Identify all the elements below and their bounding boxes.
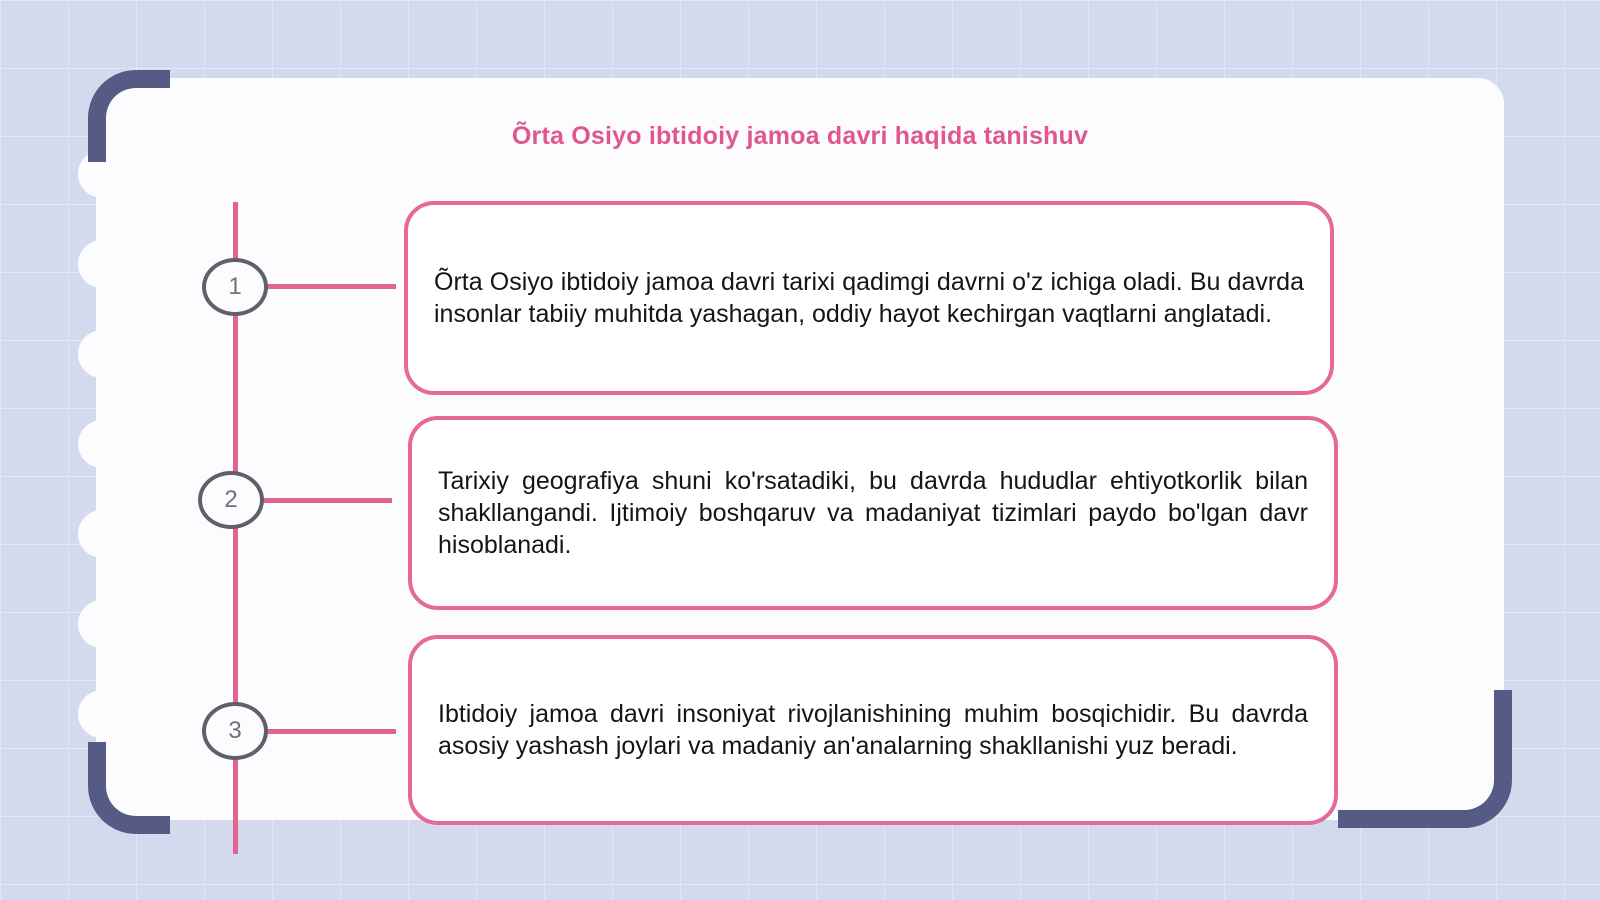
timeline-connector-3: [266, 729, 396, 734]
timeline-card-text-3: Ibtidoiy jamoa davri insoniyat rivojlanishining muhim bosqichidir. Bu davrda asosiy yashash joylari va madaniy an'analarning shakllanishi yuz beradi.: [438, 700, 1308, 760]
corner-bracket-bottom-left: [88, 742, 170, 834]
paper-scallop: [78, 420, 126, 468]
paper-scallop: [78, 330, 126, 378]
timeline-card-text-1: Õrta Osiyo ibtidoiy jamoa davri tarixi qadimgi davrni o'z ichiga oladi. Bu davrda insonlar tabiiy muhitda yashagan, oddiy hayot kechirgan vaqtlarni anglatadi.: [434, 268, 1304, 328]
paper-scallop: [78, 600, 126, 648]
paper-scallop: [78, 510, 126, 558]
step-number-badge-3: 3: [202, 702, 268, 760]
slide-title: Õrta Osiyo ibtidoiy jamoa davri haqida tanishuv: [511, 122, 1089, 150]
step-number-badge-2: 2: [198, 471, 264, 529]
paper-scallop: [78, 690, 126, 738]
timeline-connector-1: [266, 284, 396, 289]
paper-scallop: [78, 240, 126, 288]
corner-bracket-bottom-right: [1338, 690, 1512, 828]
timeline-card-text-2: Tarixiy geografiya shuni ko'rsatadiki, bu davrda hududlar ehtiyotkorlik bilan shakllangandi. Ijtimoiy boshqaruv va madaniyat tizimlari paydo bo'lgan davr hisoblanadi.: [438, 467, 1308, 559]
step-number-badge-1: 1: [202, 258, 268, 316]
timeline-card-2: [408, 416, 1338, 610]
timeline-connector-2: [262, 498, 392, 503]
timeline-card-1: [404, 201, 1334, 395]
timeline-card-3: [408, 635, 1338, 825]
